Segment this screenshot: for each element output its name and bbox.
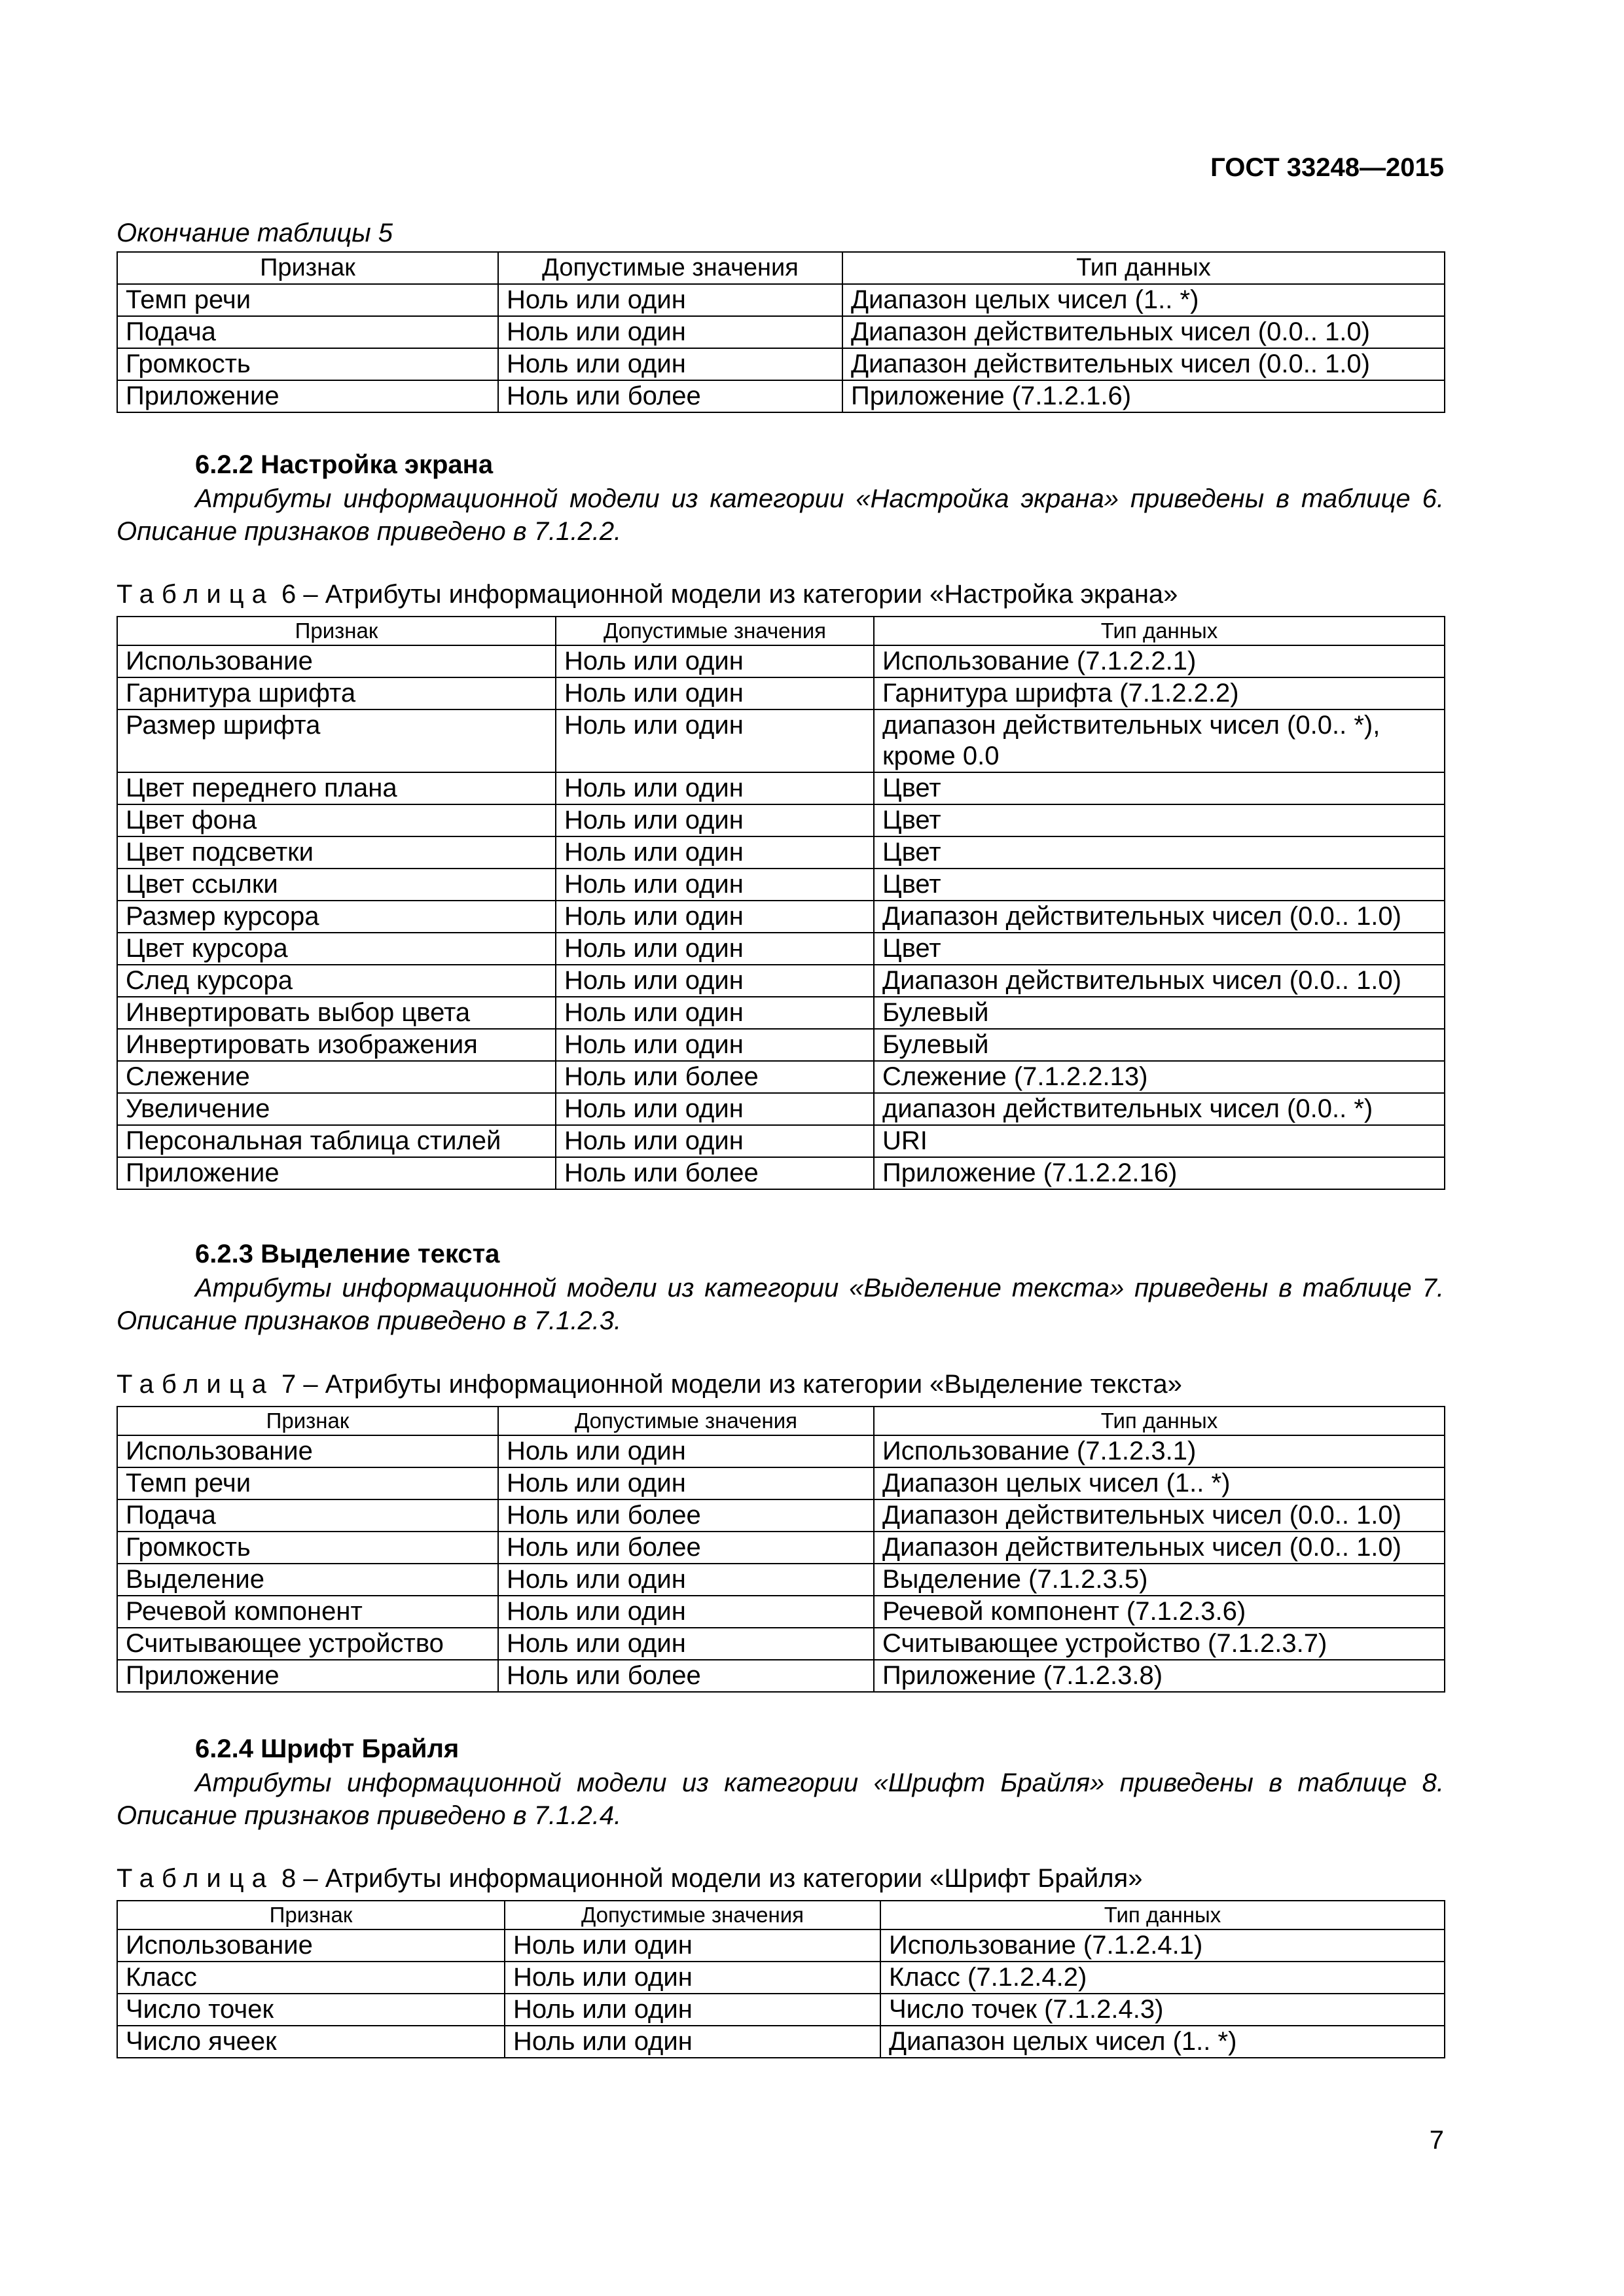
table-label: Таблица bbox=[117, 1864, 274, 1893]
table-cell: Ноль или более bbox=[498, 1532, 874, 1564]
table-row bbox=[117, 1061, 1445, 1093]
table-cell: диапазон действительных чисел (0.0.. *), кроме 0.0 bbox=[874, 709, 1445, 772]
table-row bbox=[117, 869, 1445, 901]
column-header: Тип данных bbox=[874, 1407, 1445, 1435]
table-cell: Число точек (7.1.2.4.3) bbox=[880, 1994, 1445, 2026]
table-cell: Темп речи bbox=[117, 1467, 498, 1499]
table-cell: Ноль или один bbox=[556, 933, 874, 965]
table-row bbox=[117, 933, 1445, 965]
table-row bbox=[117, 1157, 1445, 1189]
table-row bbox=[117, 1994, 1445, 2026]
table-cell: Ноль или более bbox=[556, 1061, 874, 1093]
column-header: Допустимые значения bbox=[498, 252, 842, 284]
table-cell: Приложение (7.1.2.2.16) bbox=[874, 1157, 1445, 1189]
table-row bbox=[117, 2026, 1445, 2058]
table-cell: Диапазон действительных чисел (0.0.. 1.0) bbox=[842, 316, 1445, 348]
table-cell: Диапазон действительных чисел (0.0.. 1.0) bbox=[874, 1532, 1445, 1564]
table-row bbox=[117, 1962, 1445, 1994]
table-row bbox=[117, 901, 1445, 933]
table-cell: Ноль или один bbox=[556, 836, 874, 869]
table-cell: Ноль или один bbox=[556, 804, 874, 836]
section-paragraph-6-2-4: Атрибуты информационной модели из категории «Шрифт Брайля» приведены в таблице 8. Описание признаков приведено в 7.1.2.4. bbox=[117, 1768, 1444, 1830]
table-cell: Цвет курсора bbox=[117, 933, 556, 965]
table-cell: Увеличение bbox=[117, 1093, 556, 1125]
table-cell: Ноль или один bbox=[556, 901, 874, 933]
table8-title bbox=[117, 1864, 1142, 1893]
table-cell: Ноль или один bbox=[556, 677, 874, 709]
section-paragraph-6-2-3: Атрибуты информационной модели из категории «Выделение текста» приведены в таблице 7. Описание признаков приведено в 7.1.2.3. bbox=[117, 1274, 1444, 1335]
column-header: Признак bbox=[117, 617, 556, 645]
table-row bbox=[117, 1564, 1445, 1596]
table-row bbox=[117, 772, 1445, 804]
table-row bbox=[117, 316, 1445, 348]
section-heading-6-2-4: 6.2.4 Шрифт Брайля bbox=[195, 1734, 460, 1763]
column-header: Допустимые значения bbox=[556, 617, 874, 645]
table-cell: Размер шрифта bbox=[117, 709, 556, 772]
table-header-row bbox=[117, 1901, 1445, 1929]
table-cell: Использование bbox=[117, 645, 556, 677]
table-cell: Ноль или один bbox=[556, 1125, 874, 1157]
table-cell: Ноль или один bbox=[556, 709, 874, 772]
document-code: ГОСТ 33248—2015 bbox=[1210, 153, 1444, 182]
table-cell: Использование (7.1.2.4.1) bbox=[880, 1929, 1445, 1962]
column-header: Тип данных bbox=[874, 617, 1445, 645]
table-cell: Класс (7.1.2.4.2) bbox=[880, 1962, 1445, 1994]
table-cell: Приложение bbox=[117, 380, 498, 412]
table-cell: Ноль или более bbox=[556, 1157, 874, 1189]
table-row bbox=[117, 836, 1445, 869]
section-heading-6-2-2: 6.2.2 Настройка экрана bbox=[195, 450, 494, 479]
column-header: Признак bbox=[117, 1407, 498, 1435]
table-cell: Персональная таблица стилей bbox=[117, 1125, 556, 1157]
column-header: Тип данных bbox=[842, 252, 1445, 284]
table-cell: Цвет фона bbox=[117, 804, 556, 836]
table-cell: Ноль или один bbox=[556, 1093, 874, 1125]
table-row bbox=[117, 284, 1445, 316]
table-row bbox=[117, 1125, 1445, 1157]
table-cell: Слежение (7.1.2.2.13) bbox=[874, 1061, 1445, 1093]
table-cell: Приложение bbox=[117, 1157, 556, 1189]
table-cell: Диапазон целых чисел (1.. *) bbox=[880, 2026, 1445, 2058]
table-label: Таблица bbox=[117, 1370, 274, 1399]
table-cell: Ноль или один bbox=[556, 869, 874, 901]
table-cell: Громкость bbox=[117, 348, 498, 380]
table-cell: Ноль или один bbox=[556, 965, 874, 997]
table-cell: Считывающее устройство bbox=[117, 1628, 498, 1660]
table-row bbox=[117, 709, 1445, 772]
table-cell: Ноль или один bbox=[498, 348, 842, 380]
table-cell: Цвет ссылки bbox=[117, 869, 556, 901]
table-row bbox=[117, 997, 1445, 1029]
table-cell: Выделение bbox=[117, 1564, 498, 1596]
table-cell: Ноль или один bbox=[505, 1962, 880, 1994]
table-cell: Цвет bbox=[874, 933, 1445, 965]
table-5-end bbox=[117, 251, 1445, 413]
table-cell: Ноль или один bbox=[556, 1029, 874, 1061]
table-cell: Цвет bbox=[874, 869, 1445, 901]
table-cell: Ноль или один bbox=[498, 1596, 874, 1628]
table-title-text: 6 – Атрибуты информационной модели из категории «Настройка экрана» bbox=[281, 580, 1178, 609]
table-cell: Речевой компонент bbox=[117, 1596, 498, 1628]
table-cell: Цвет bbox=[874, 804, 1445, 836]
table-cell: Число точек bbox=[117, 1994, 505, 2026]
table-cell: Слежение bbox=[117, 1061, 556, 1093]
table-cell: Ноль или более bbox=[498, 380, 842, 412]
table-cell: Темп речи bbox=[117, 284, 498, 316]
table-cell: Гарнитура шрифта (7.1.2.2.2) bbox=[874, 677, 1445, 709]
table-cell: След курсора bbox=[117, 965, 556, 997]
table-cell: Цвет переднего плана bbox=[117, 772, 556, 804]
table-cell: Громкость bbox=[117, 1532, 498, 1564]
table-cell: диапазон действительных чисел (0.0.. *) bbox=[874, 1093, 1445, 1125]
table-cell: Ноль или один bbox=[498, 284, 842, 316]
table-row bbox=[117, 965, 1445, 997]
table-cell: Ноль или более bbox=[498, 1499, 874, 1532]
table-cell: Цвет подсветки bbox=[117, 836, 556, 869]
table-6 bbox=[117, 616, 1445, 1190]
table-8 bbox=[117, 1900, 1445, 2058]
table-cell: Приложение bbox=[117, 1660, 498, 1692]
table-cell: URI bbox=[874, 1125, 1445, 1157]
table-cell: Число ячеек bbox=[117, 2026, 505, 2058]
table-cell: Диапазон целых чисел (1.. *) bbox=[874, 1467, 1445, 1499]
table-cell: Диапазон действительных чисел (0.0.. 1.0) bbox=[842, 348, 1445, 380]
table-cell: Булевый bbox=[874, 1029, 1445, 1061]
table-row bbox=[117, 677, 1445, 709]
table-cell: Диапазон действительных чисел (0.0.. 1.0) bbox=[874, 901, 1445, 933]
table-cell: Гарнитура шрифта bbox=[117, 677, 556, 709]
table-row bbox=[117, 1467, 1445, 1499]
table-cell: Приложение (7.1.2.3.8) bbox=[874, 1660, 1445, 1692]
table-cell: Ноль или один bbox=[505, 2026, 880, 2058]
table-cell: Ноль или один bbox=[498, 1467, 874, 1499]
table-7 bbox=[117, 1406, 1445, 1693]
table-row bbox=[117, 1499, 1445, 1532]
table-cell: Диапазон действительных чисел (0.0.. 1.0) bbox=[874, 1499, 1445, 1532]
table-cell: Подача bbox=[117, 316, 498, 348]
table-cell: Инвертировать изображения bbox=[117, 1029, 556, 1061]
table-cell: Ноль или один bbox=[505, 1994, 880, 2026]
table6-title bbox=[117, 580, 1178, 609]
table-row bbox=[117, 1929, 1445, 1962]
table-row bbox=[117, 1029, 1445, 1061]
table-title-text: 8 – Атрибуты информационной модели из категории «Шрифт Брайля» bbox=[281, 1864, 1143, 1893]
table-cell: Ноль или один bbox=[556, 997, 874, 1029]
table-cell: Использование bbox=[117, 1929, 505, 1962]
table-row bbox=[117, 1628, 1445, 1660]
table-row bbox=[117, 380, 1445, 412]
table-cell: Булевый bbox=[874, 997, 1445, 1029]
table-header-row bbox=[117, 252, 1445, 284]
table-row bbox=[117, 1532, 1445, 1564]
section-paragraph-6-2-2: Атрибуты информационной модели из категории «Настройка экрана» приведены в таблице 6. Описание признаков приведено в 7.1.2.2. bbox=[117, 484, 1444, 546]
table-cell: Ноль или один bbox=[505, 1929, 880, 1962]
column-header: Признак bbox=[117, 1901, 505, 1929]
column-header: Признак bbox=[117, 252, 498, 284]
table-cell: Выделение (7.1.2.3.5) bbox=[874, 1564, 1445, 1596]
table-cell: Использование (7.1.2.2.1) bbox=[874, 645, 1445, 677]
table-cell: Использование (7.1.2.3.1) bbox=[874, 1435, 1445, 1467]
table-header-row bbox=[117, 617, 1445, 645]
table-cell: Цвет bbox=[874, 772, 1445, 804]
table-cell: Речевой компонент (7.1.2.3.6) bbox=[874, 1596, 1445, 1628]
table-cell: Считывающее устройство (7.1.2.3.7) bbox=[874, 1628, 1445, 1660]
table7-title bbox=[117, 1370, 1182, 1399]
table-cell: Приложение (7.1.2.1.6) bbox=[842, 380, 1445, 412]
table-row bbox=[117, 1660, 1445, 1692]
section-heading-6-2-3: 6.2.3 Выделение текста bbox=[195, 1240, 500, 1268]
table-label: Таблица bbox=[117, 580, 274, 609]
table-title-text: 7 – Атрибуты информационной модели из категории «Выделение текста» bbox=[281, 1370, 1182, 1399]
table-cell: Ноль или более bbox=[498, 1660, 874, 1692]
column-header: Допустимые значения bbox=[505, 1901, 880, 1929]
table-cell: Использование bbox=[117, 1435, 498, 1467]
table-cell: Ноль или один bbox=[498, 316, 842, 348]
table-cell: Цвет bbox=[874, 836, 1445, 869]
table-row bbox=[117, 804, 1445, 836]
table-cell: Ноль или один bbox=[498, 1564, 874, 1596]
table-row bbox=[117, 645, 1445, 677]
table-cell: Диапазон целых чисел (1.. *) bbox=[842, 284, 1445, 316]
page-number: 7 bbox=[1429, 2126, 1444, 2155]
column-header: Тип данных bbox=[880, 1901, 1445, 1929]
table-cell: Класс bbox=[117, 1962, 505, 1994]
table-header-row bbox=[117, 1407, 1445, 1435]
table-row bbox=[117, 348, 1445, 380]
table-row bbox=[117, 1596, 1445, 1628]
table-cell: Ноль или один bbox=[498, 1628, 874, 1660]
table-row bbox=[117, 1093, 1445, 1125]
table-cell: Ноль или один bbox=[498, 1435, 874, 1467]
table-row bbox=[117, 1435, 1445, 1467]
table-cell: Инвертировать выбор цвета bbox=[117, 997, 556, 1029]
table-cell: Ноль или один bbox=[556, 645, 874, 677]
column-header: Допустимые значения bbox=[498, 1407, 874, 1435]
table5-continuation-caption: Окончание таблицы 5 bbox=[117, 219, 393, 247]
table-cell: Размер курсора bbox=[117, 901, 556, 933]
table-cell: Ноль или один bbox=[556, 772, 874, 804]
table-cell: Диапазон действительных чисел (0.0.. 1.0) bbox=[874, 965, 1445, 997]
table-cell: Подача bbox=[117, 1499, 498, 1532]
